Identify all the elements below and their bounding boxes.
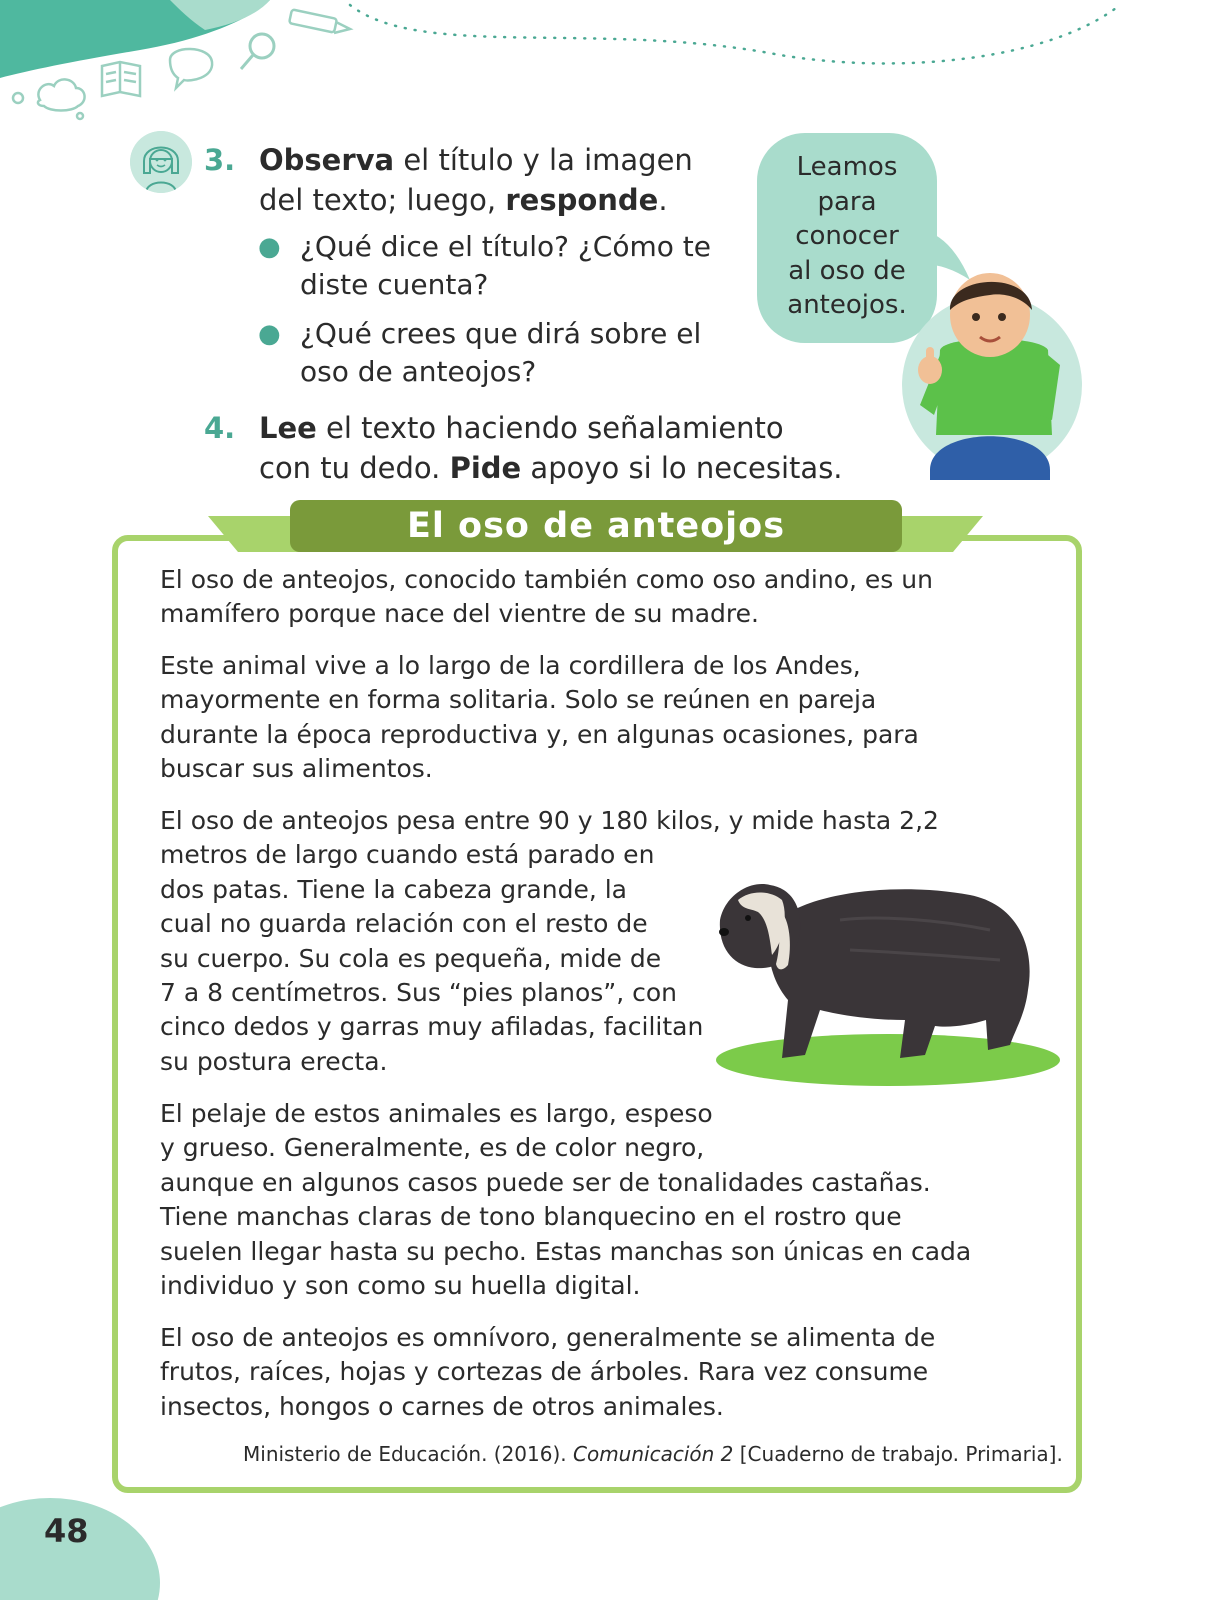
citation-title: Comunicación 2 <box>573 1442 734 1466</box>
text-line: Este animal vive a lo largo de la cordillera de los Andes, <box>160 651 861 680</box>
text-line: cual no guarda relación con el resto de <box>160 909 648 939</box>
citation-suffix: [Cuaderno de trabajo. Primaria]. <box>733 1442 1063 1466</box>
step-4-line-2: con tu dedo. Pide apoyo si lo necesitas. <box>259 451 843 485</box>
paragraph-1 <box>160 563 933 632</box>
bubble-line: conocer <box>795 221 899 251</box>
header-decoration <box>0 0 1215 140</box>
text-line: individuo y son como su huella digital. <box>160 1271 641 1301</box>
text-line: Tiene manchas claras de tono blanquecino en el rostro que <box>160 1202 902 1232</box>
thought-cloud-icon <box>13 79 85 119</box>
step-4-line-1: Lee el texto haciendo señalamiento <box>259 411 784 445</box>
bullet-icon: ● <box>258 232 281 262</box>
text-line: El oso de anteojos pesa entre 90 y 180 kilos, y mide hasta 2,2 <box>160 806 939 835</box>
bullet-line: diste cuenta? <box>300 268 489 301</box>
step-3-line-1: Observa el título y la imagen <box>259 143 693 177</box>
book-icon <box>102 62 140 96</box>
student-avatar-icon <box>130 131 192 193</box>
text-line: mayormente en forma solitaria. Solo se reúnen en pareja <box>160 685 877 715</box>
magnifier-icon <box>241 34 274 69</box>
pencil-icon <box>289 9 350 33</box>
step-number: 4. <box>204 411 236 445</box>
text-line: cinco dedos y garras muy afiladas, facilitan <box>160 1012 704 1042</box>
text-line: su postura erecta. <box>160 1046 388 1076</box>
bullet-line: ¿Qué crees que dirá sobre el <box>300 317 702 350</box>
text-line: insectos, hongos o carnes de otros animales. <box>160 1391 724 1421</box>
text-line: buscar sus alimentos. <box>160 754 433 784</box>
text-line: mamífero porque nace del vientre de su madre. <box>160 599 759 629</box>
text-line: dos patas. Tiene la cabeza grande, la <box>160 874 628 904</box>
article-title: El oso de anteojos <box>406 506 786 546</box>
paragraph-4 <box>160 1097 971 1303</box>
text-line: El oso de anteojos, conocido también como oso andino, es un <box>160 565 933 594</box>
text-line: El pelaje de estos animales es largo, espeso <box>160 1099 713 1128</box>
citation-prefix: Ministerio de Educación. (2016). <box>243 1442 573 1466</box>
bubble-line: al oso de <box>788 255 906 286</box>
citation <box>243 1440 1063 1468</box>
step-3-line-2: del texto; luego, responde. <box>259 183 668 217</box>
spectacled-bear-illustration <box>710 860 1065 1090</box>
text-line: durante la época reproductiva y, en algunas ocasiones, para <box>160 719 919 749</box>
text-line: y grueso. Generalmente, es de color negro, <box>160 1133 705 1163</box>
paragraph-2 <box>160 649 919 787</box>
text-line: frutos, raíces, hojas y cortezas de árboles. Rara vez consume <box>160 1357 929 1387</box>
step-number: 3. <box>204 143 236 177</box>
bullet-line: oso de anteojos? <box>300 355 537 388</box>
text-line: suelen llegar hasta su pecho. Estas manchas son únicas en cada <box>160 1236 972 1266</box>
paragraph-5 <box>160 1321 935 1424</box>
boy-illustration <box>900 255 1090 480</box>
bullet-icon: ● <box>258 319 281 349</box>
bubble-line: anteojos. <box>787 290 907 320</box>
bubble-line: Leamos <box>796 152 898 182</box>
text-line: El oso de anteojos es omnívoro, generalmente se alimenta de <box>160 1323 936 1352</box>
page-number: 48 <box>44 1512 89 1550</box>
text-line: aunque en algunos casos puede ser de tonalidades castañas. <box>160 1167 931 1197</box>
text-line: metros de largo cuando está parado en <box>160 840 655 870</box>
text-line: su cuerpo. Su cola es pequeña, mide de <box>160 943 662 973</box>
text-line: 7 a 8 centímetros. Sus “pies planos”, con <box>160 978 678 1008</box>
bubble-line: para <box>817 186 877 217</box>
speech-icon <box>170 49 212 88</box>
bullet-line: ¿Qué dice el título? ¿Cómo te <box>300 230 711 263</box>
